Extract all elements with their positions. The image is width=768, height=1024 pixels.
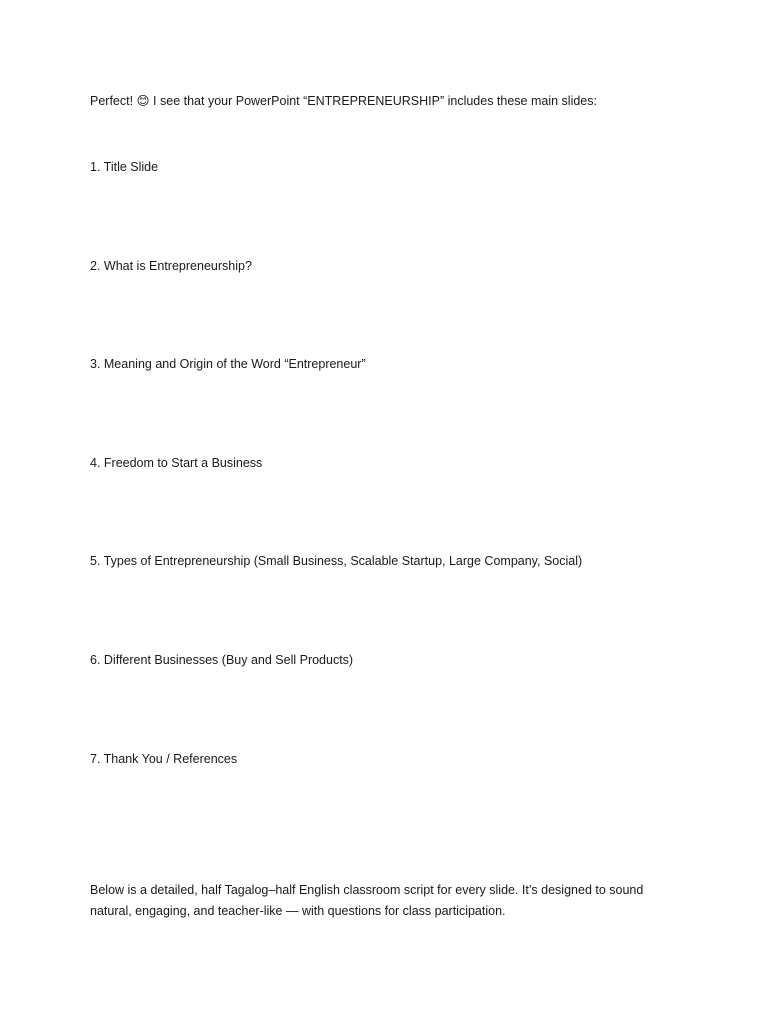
slide-list-item-6: 6. Different Businesses (Buy and Sell Products): [90, 653, 354, 667]
slide-list-item-1: 1. Title Slide: [90, 160, 159, 174]
closing-paragraph: Below is a detailed, half Tagalog–half English classroom script for every slide. It’s designed to sound natural, engaging, and teacher-like — with questions for class participation.: [90, 883, 644, 918]
slide-list-item-3: 3. Meaning and Origin of the Word “Entrepreneur”: [90, 357, 366, 371]
slide-list-item-2: 2. What is Entrepreneurship?: [90, 259, 252, 273]
slide-list-item-7: 7. Thank You / References: [90, 752, 238, 766]
intro-paragraph: Perfect! 😊 I see that your PowerPoint “ENTREPRENEURSHIP” includes these main slides:: [90, 94, 597, 108]
slide-list-item-4: 4. Freedom to Start a Business: [90, 456, 263, 470]
slide-list-item-5: 5. Types of Entrepreneurship (Small Business, Scalable Startup, Large Company, Social): [90, 554, 583, 568]
